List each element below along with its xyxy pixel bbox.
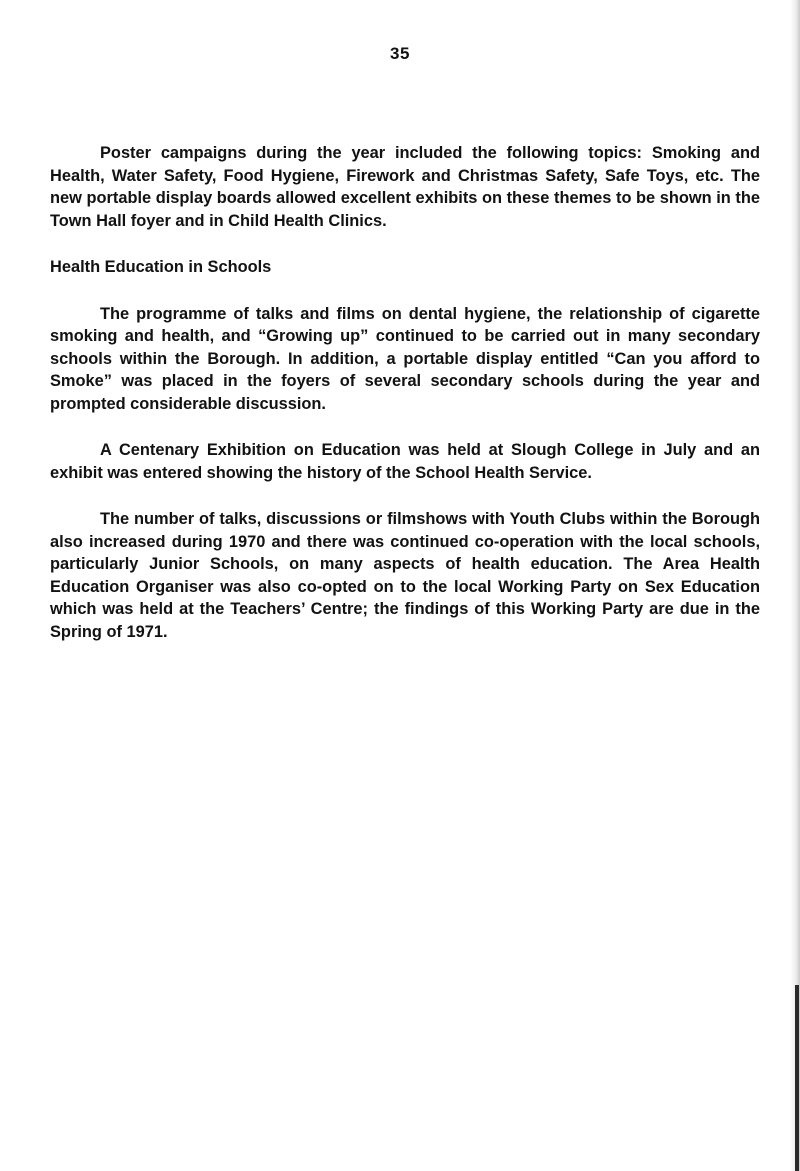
section-paragraph: The number of talks, discussions or filmshows with Youth Clubs within the Borough also increased during 1970 and there was continued co-operation with the local schools, particularly Junior Schools, on many aspects of health education. The Area Health Education Organiser was also co-opted on to the local Working Party on Sex Education which was held at the Teachers’ Centre; the findings of this Working Party are due in the Spring of 1971.	[50, 510, 760, 641]
section-heading: Health Education in Schools	[50, 258, 272, 276]
section-paragraph: A Centenary Exhibition on Education was held at Slough College in July and an exhibit was entered showing the history of the School Health Service.	[50, 441, 760, 482]
body-text	[50, 142, 760, 643]
section-paragraph: The programme of talks and films on dental hygiene, the relationship of cigarette smoking and health, and “Growing up” continued to be carried out in many secondary schools within the Borough. In addition, a portable display entitled “Can you afford to Smoke” was placed in the foyers of several secondary schools during the year and prompted considerable discussion.	[50, 304, 760, 413]
intro-paragraph: Poster campaigns during the year included the following topics: Smoking and Health, Water Safety, Food Hygiene, Firework and Christmas Safety, Safe Toys, etc. The new portable display boards allowed excellent exhibits on these themes to be shown in the Town Hall foyer and in Child Health Clinics.	[50, 144, 760, 230]
page-number: 35	[390, 44, 410, 63]
scan-edge-line	[795, 985, 799, 1171]
